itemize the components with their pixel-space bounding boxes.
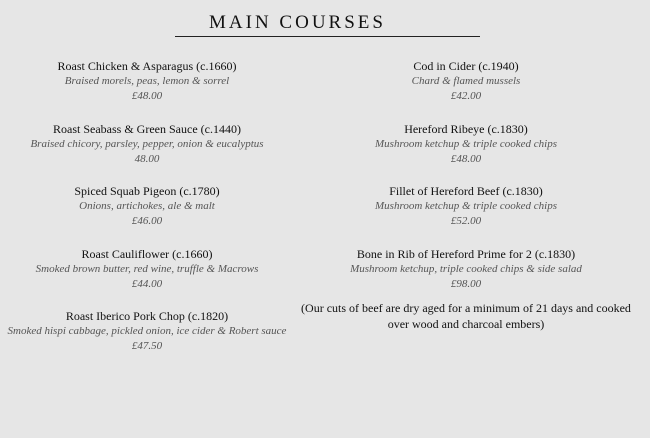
dish-description: Smoked brown butter, red wine, truffle & Macrows xyxy=(35,262,259,275)
dish-name: Roast Seabass & Green Sauce (c.1440) xyxy=(53,121,241,136)
dish-price: £48.00 xyxy=(450,152,482,165)
dish-price: £52.00 xyxy=(450,215,482,227)
dish-name: Fillet of Hereford Beef (c.1830) xyxy=(389,184,543,198)
dish-name: Roast Cauliflower (c.1660) xyxy=(81,246,213,261)
dish-description: Mushroom ketchup & triple cooked chips xyxy=(375,137,557,150)
heading-divider xyxy=(175,36,480,37)
dish-description: Onions, artichokes, ale & malt xyxy=(79,200,215,212)
dish-name: Roast Chicken & Asparagus (c.1660) xyxy=(57,59,237,73)
dish-name: Cod in Cider (c.1940) xyxy=(413,59,519,73)
dish-price: £48.00 xyxy=(131,90,163,102)
dish-name: Hereford Ribeye (c.1830) xyxy=(404,121,528,136)
dish-name: Spiced Squab Pigeon (c.1780) xyxy=(74,184,220,198)
menu-item xyxy=(0,246,294,309)
right-column xyxy=(316,58,616,308)
left-column xyxy=(0,58,294,371)
menu-item xyxy=(0,308,294,371)
menu-item xyxy=(0,58,294,121)
menu-heading: MAIN COURSES xyxy=(209,12,386,33)
dish-description: Mushroom ketchup, triple cooked chips & side salad xyxy=(350,262,582,275)
dish-description: Braised chicory, parsley, pepper, onion & eucalyptus xyxy=(30,137,264,150)
menu-item xyxy=(316,58,616,121)
beef-note: (Our cuts of beef are dry aged for a minimum of 21 days and cooked over wood and charcoal embers) xyxy=(301,301,631,331)
dish-description: Chard & flamed mussels xyxy=(411,75,521,87)
menu-item xyxy=(316,246,616,309)
dish-description: Smoked hispi cabbage, pickled onion, ice cider & Robert sauce xyxy=(7,325,287,337)
dish-description: Braised morels, peas, lemon & sorrel xyxy=(64,75,230,87)
dish-name: Bone in Rib of Hereford Prime for 2 (c.1830) xyxy=(356,246,576,261)
dish-price: £98.00 xyxy=(450,277,482,290)
menu-item xyxy=(0,183,294,246)
menu-item xyxy=(316,183,616,246)
dish-price: 48.00 xyxy=(134,152,160,165)
dish-price: £46.00 xyxy=(131,215,163,227)
menu-item xyxy=(316,121,616,184)
dish-price: £42.00 xyxy=(450,90,482,102)
menu-item xyxy=(0,121,294,184)
dish-price: £44.00 xyxy=(131,277,163,290)
dish-description: Mushroom ketchup & triple cooked chips xyxy=(375,200,557,212)
dish-price: £47.50 xyxy=(131,340,163,352)
dish-name: Roast Iberico Pork Chop (c.1820) xyxy=(65,309,229,323)
